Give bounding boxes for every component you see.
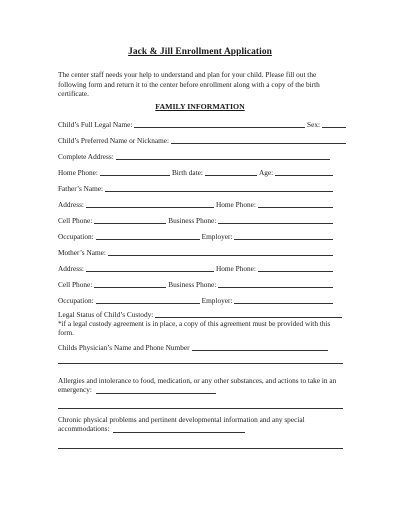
- row-father-occupation-employer: [58, 231, 335, 241]
- father-business-phone-field[interactable]: [218, 216, 333, 224]
- father-occupation-label: Occupation:: [58, 232, 94, 241]
- mother-home-phone-field[interactable]: [258, 264, 333, 272]
- child-full-legal-name-field[interactable]: [134, 120, 305, 128]
- home-phone-label: Home Phone:: [58, 168, 98, 177]
- sex-field[interactable]: [322, 120, 346, 128]
- father-cell-phone-field[interactable]: [94, 216, 166, 224]
- mother-address-label: Address:: [58, 264, 84, 273]
- row-mother-cell-business: [58, 279, 335, 289]
- row-physician: [58, 342, 330, 352]
- father-address-field[interactable]: [86, 200, 214, 208]
- allergies-extra-line[interactable]: [58, 408, 343, 409]
- intro-paragraph: The center staff needs your help to understand and plan for your child. Please fill out the following form and return it to the center before enrollment along with a copy of the birth certificate.: [58, 70, 320, 99]
- child-full-legal-name-label: Child’s Full Legal Name:: [58, 120, 133, 129]
- row-mothers-name: [58, 247, 335, 257]
- row-home-phone-birth-age: [58, 167, 335, 177]
- mother-cell-phone-field[interactable]: [94, 280, 166, 288]
- chronic-field[interactable]: [113, 425, 245, 433]
- father-cell-phone-label: Cell Phone:: [58, 216, 93, 225]
- row-mother-occupation-employer: [58, 295, 335, 305]
- allergies-label: Allergies and intolerance to food, medication, or any other substances, and actions to take in an emergency:: [58, 376, 337, 395]
- row-mother-address-phone: [58, 263, 335, 273]
- preferred-name-field[interactable]: [171, 136, 346, 144]
- mother-employer-field[interactable]: [234, 296, 333, 304]
- father-employer-label: Employer:: [201, 232, 233, 241]
- birth-date-label: Birth date:: [171, 168, 203, 177]
- legal-custody-field[interactable]: [155, 310, 342, 318]
- father-business-phone-label: Business Phone:: [168, 216, 217, 225]
- father-address-label: Address:: [58, 200, 84, 209]
- mother-cell-phone-label: Cell Phone:: [58, 280, 93, 289]
- fathers-name-label: Father’s Name:: [58, 184, 104, 193]
- preferred-name-label: Child’s Preferred Name or Nickname:: [58, 136, 170, 145]
- complete-address-label: Complete Address:: [58, 152, 114, 161]
- chronic-extra-line[interactable]: [58, 448, 343, 449]
- row-father-address-phone: [58, 199, 335, 209]
- row-fathers-name: [58, 183, 335, 193]
- mother-address-field[interactable]: [86, 264, 214, 272]
- row-father-cell-business: [58, 215, 335, 225]
- physician-field[interactable]: [192, 343, 328, 351]
- age-label: Age:: [258, 168, 274, 177]
- row-complete-address: [58, 151, 332, 161]
- mother-business-phone-label: Business Phone:: [168, 280, 217, 289]
- row-preferred-name: [58, 135, 348, 145]
- row-legal-custody: [58, 309, 344, 319]
- age-field[interactable]: [275, 168, 333, 176]
- mother-employer-label: Employer:: [201, 296, 233, 305]
- allergies-field[interactable]: [96, 386, 216, 394]
- mothers-name-label: Mother’s Name:: [58, 248, 106, 257]
- mothers-name-field[interactable]: [108, 248, 333, 256]
- allergies-block: [58, 376, 350, 395]
- row-child-name-sex: [58, 119, 348, 129]
- mother-occupation-field[interactable]: [96, 296, 200, 304]
- birth-date-field[interactable]: [205, 168, 257, 176]
- custody-note: *if a legal custody agreement is in place, a copy of this agreement must be provided with this form.: [58, 319, 331, 338]
- father-home-phone-field[interactable]: [258, 200, 333, 208]
- mother-occupation-label: Occupation:: [58, 296, 94, 305]
- chronic-block: [58, 415, 350, 434]
- chronic-label: Chronic physical problems and pertinent developmental information and any special accommodations:: [58, 415, 305, 434]
- physician-label: Childs Physician’s Name and Phone Number: [58, 343, 190, 352]
- physician-extra-line[interactable]: [58, 363, 343, 364]
- section-title-family-information: FAMILY INFORMATION: [155, 102, 245, 111]
- sex-label: Sex:: [307, 120, 320, 129]
- home-phone-field[interactable]: [100, 168, 170, 176]
- father-home-phone-label: Home Phone:: [215, 200, 256, 209]
- form-title: Jack & Jill Enrollment Application: [128, 47, 272, 57]
- mother-home-phone-label: Home Phone:: [215, 264, 256, 273]
- father-occupation-field[interactable]: [96, 232, 200, 240]
- father-employer-field[interactable]: [234, 232, 333, 240]
- complete-address-field[interactable]: [116, 152, 330, 160]
- fathers-name-field[interactable]: [105, 184, 333, 192]
- mother-business-phone-field[interactable]: [218, 280, 333, 288]
- legal-custody-label: Legal Status of Child’s Custody:: [58, 310, 154, 319]
